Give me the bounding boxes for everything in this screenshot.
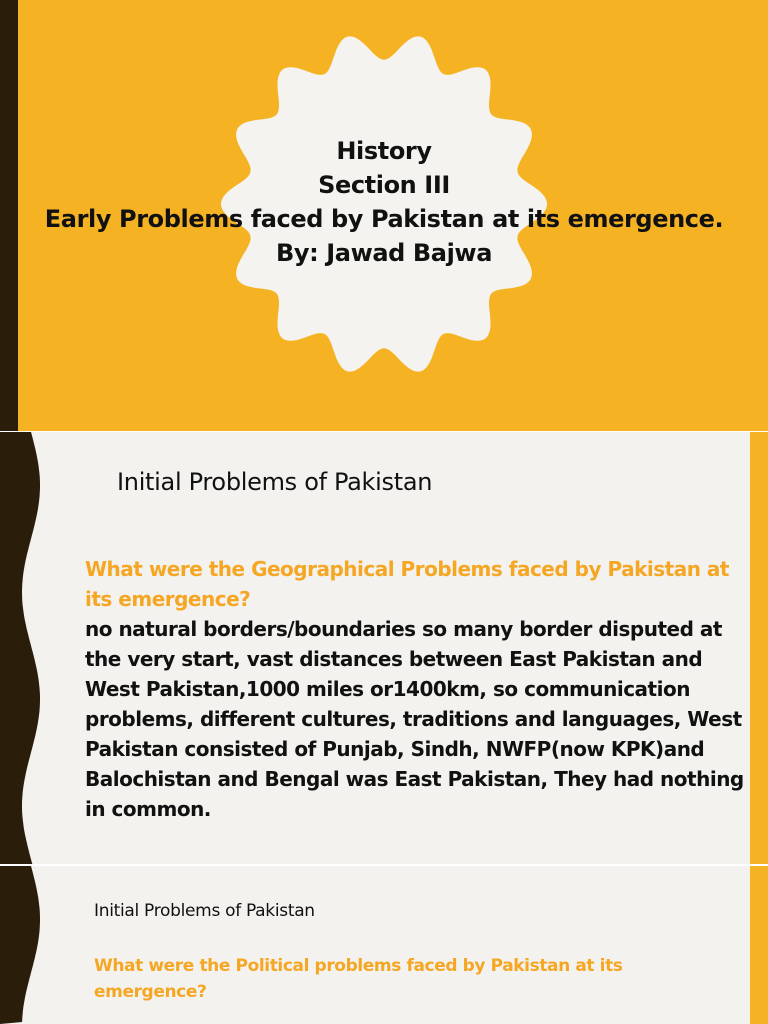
geography-question: What were the Geographical Problems faced by Pakistan at its emergence?	[85, 557, 729, 611]
slide-body	[85, 554, 745, 824]
title-author: By: Jawad Bajwa	[275, 239, 492, 267]
title-subject: History	[336, 137, 432, 165]
political-question: What were the Political problems faced by Pakistan at its emergence?	[94, 956, 623, 1002]
title-section: Section III	[318, 171, 450, 199]
slide-heading: Initial Problems of Pakistan	[117, 468, 433, 496]
political-slide	[0, 866, 768, 1024]
right-accent-strip	[750, 866, 768, 1024]
wavy-left-border	[0, 866, 60, 1024]
title-block	[20, 134, 748, 270]
geography-answer: no natural borders/boundaries so many border disputed at the very start, vast distances between East Pakistan and West Pakistan,1000 miles or1400km, so communication problems, different cultures, traditions and languages, West Pakistan consisted of Punjab, Sindh, NWFP(now KPK)and Balochistan and Bengal was East Pakistan, They had nothing in common.	[85, 617, 744, 821]
title-slide	[0, 0, 768, 432]
right-accent-strip	[750, 432, 768, 864]
geography-slide	[0, 432, 768, 864]
wavy-left-border	[0, 432, 60, 864]
slide-heading: Initial Problems of Pakistan	[94, 901, 315, 921]
title-topic: Early Problems faced by Pakistan at its emergence.	[44, 205, 724, 233]
